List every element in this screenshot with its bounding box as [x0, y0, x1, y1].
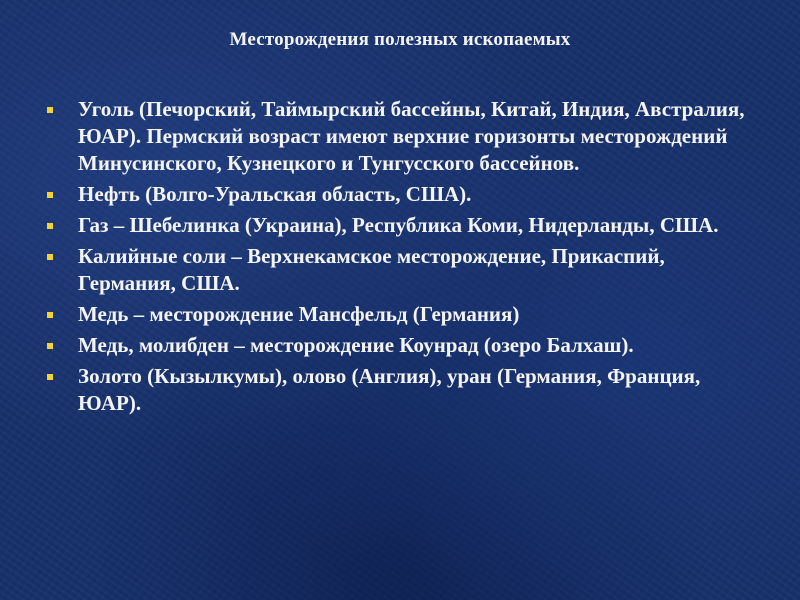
list-item-text: Нефть (Волго-Уральская область, США). — [78, 182, 472, 206]
square-bullet-icon — [47, 223, 53, 229]
list-item — [44, 181, 764, 208]
list-item — [44, 243, 764, 297]
square-bullet-icon — [47, 312, 53, 318]
list-item-text: Медь, молибден – месторождение Коунрад (озеро Балхаш). — [78, 333, 634, 357]
list-item — [44, 212, 764, 239]
list-item — [44, 301, 764, 328]
list-item — [44, 96, 764, 177]
square-bullet-icon — [47, 374, 53, 380]
list-item-text: Калийные соли – Верхнекамское месторождение, Прикаспий, Германия, США. — [78, 244, 665, 295]
deposits-list — [44, 96, 764, 421]
square-bullet-icon — [47, 343, 53, 349]
list-item-text: Медь – месторождение Мансфельд (Германия) — [78, 302, 520, 326]
list-item — [44, 363, 764, 417]
list-item-text: Золото (Кызылкумы), олово (Англия), уран (Германия, Франция, ЮАР). — [78, 364, 701, 415]
list-item-text: Газ – Шебелинка (Украина), Республика Коми, Нидерланды, США. — [78, 213, 719, 237]
square-bullet-icon — [47, 254, 53, 260]
slide-title: Месторождения полезных ископаемых — [229, 29, 571, 50]
square-bullet-icon — [47, 192, 53, 198]
square-bullet-icon — [47, 107, 53, 113]
list-item-text: Уголь (Печорский, Таймырский бассейны, Китай, Индия, Австралия, ЮАР). Пермский возраст имеют верхние горизонты месторождений Минусинского, Кузнецкого и Тунгусского бассейнов. — [78, 97, 745, 175]
list-item — [44, 332, 764, 359]
